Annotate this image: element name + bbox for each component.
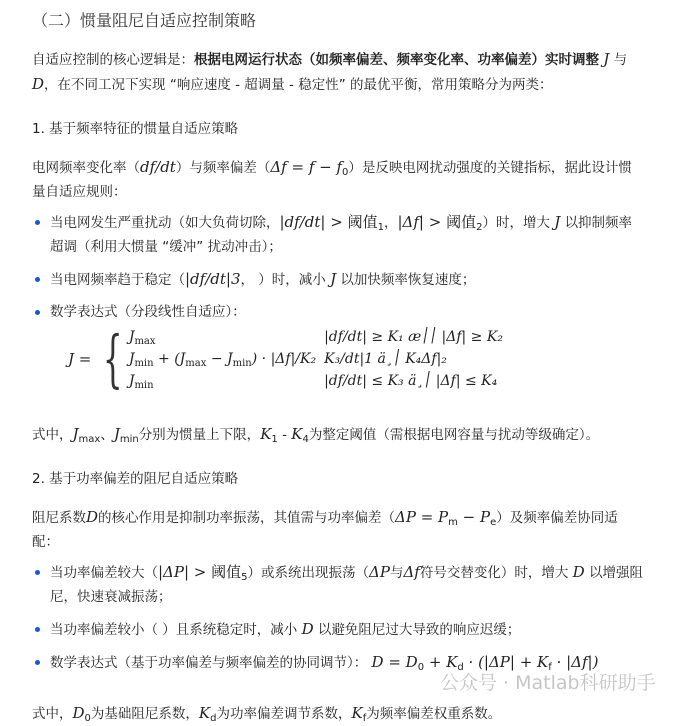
text: 分别为惯量上下限， (138, 427, 261, 443)
text: 式中， (32, 706, 73, 722)
math: J (128, 373, 135, 389)
math: · |Δf|) (551, 653, 599, 671)
case-row (129, 370, 511, 392)
math: 阈值 (347, 213, 378, 231)
math-sub: min (119, 434, 139, 445)
formula-lhs: J = (68, 350, 92, 368)
bold-text: 根据电网运行状态（如频率偏差、频率变化率、功率偏差）实时调整 (194, 52, 599, 68)
math: + (J (153, 351, 186, 367)
text: 当电网频率趋于稳定（ (50, 272, 185, 288)
list-item (32, 560, 644, 609)
math: df/dt (140, 158, 176, 176)
text: ）及频率偏差协同适配： (32, 510, 618, 550)
text: 当功率偏差较小（ ）且系统稳定时，减小 (50, 622, 298, 638)
text: 以加快频率恢复速度； (340, 272, 476, 288)
math-sub: min (134, 358, 154, 369)
math-sub: 1 (271, 434, 278, 445)
s2-list (32, 560, 644, 675)
math-sub: max (185, 358, 207, 369)
section-title: （二）惯量阻尼自适应控制策略 (32, 11, 257, 30)
text: 与 (389, 565, 404, 581)
text: 与 (613, 52, 628, 68)
subsection-heading-1: 1. 基于频率特征的惯量自适应策略 (32, 121, 239, 137)
math: J (128, 329, 135, 345)
s1-paragraph (32, 155, 644, 204)
math-sub: 0 (342, 167, 349, 178)
text: 电网频率变化率（ (32, 160, 140, 176)
math: ) · |Δf|/K₂ (251, 351, 317, 367)
math: J (113, 425, 120, 443)
math: D (72, 704, 85, 722)
math-sub: 0 (417, 662, 425, 673)
text: 当功率偏差较大（ (50, 565, 158, 581)
math-sub: m (448, 517, 458, 528)
list-item (32, 267, 644, 292)
math: · (|ΔP| + K (463, 653, 549, 671)
math: |ΔP| > (158, 563, 212, 581)
math: 阈值 (211, 563, 242, 581)
piecewise-formula (68, 322, 644, 395)
math: D (32, 75, 45, 93)
text: 数学表达式（基于功率偏差与频率偏差的协同调节）： (50, 655, 368, 671)
text: 、 (100, 427, 114, 443)
text: ，在不同工况下实现 “响应速度 - 超调量 - 稳定性” 的最优平衡，常用策略分为两类： (44, 77, 553, 93)
list-item (32, 617, 644, 642)
condition: |df/dt| ≤ K₃ ä¸׀ |Δf| ≤ K₄ (324, 373, 498, 389)
math: Δf = f − f (270, 158, 343, 176)
case-row (129, 348, 511, 370)
list-item (32, 210, 644, 259)
math: K (198, 704, 211, 722)
math: D (86, 508, 99, 526)
list-item (32, 300, 644, 395)
text: ， ）时，减小 (240, 272, 326, 288)
math-sub: min (134, 380, 154, 391)
math: − J (206, 351, 233, 367)
math-sub: f (362, 713, 367, 724)
text: 符号交替变化）时，增大 (419, 565, 569, 581)
math-sub: e (490, 517, 497, 528)
math: − P (457, 508, 491, 526)
text: ）是反映电网扰动强度的关键指标，据此设计惯量自适应规则： (32, 160, 632, 200)
math-sub: min (232, 358, 252, 369)
math: ΔP (369, 563, 390, 581)
math: |Δf| > (397, 213, 447, 231)
s2-note (32, 701, 644, 726)
math: D (572, 563, 585, 581)
math-sub: d (210, 713, 217, 724)
math: J (554, 213, 561, 231)
text: ）或系统出现振荡（ (247, 565, 370, 581)
text: 阻尼系数 (32, 510, 86, 526)
math-sub: 4 (302, 434, 309, 445)
text: 以增强阻尼，快速衰减振荡； (50, 565, 643, 605)
text: 为频率偏差权重系数。 (366, 706, 502, 722)
math: Δf (403, 563, 420, 581)
text: 为基础阻尼系数， (90, 706, 199, 722)
intro-paragraph (32, 47, 644, 97)
text: 当电网发生严重扰动（如大负荷切除， (50, 215, 280, 231)
math: K (351, 704, 363, 722)
text: 以抑制频率超调（利用大惯量 “缓冲” 扰动冲击）； (50, 215, 633, 255)
math: J (128, 351, 135, 367)
text: ， (383, 215, 398, 231)
text: 的核心作用是抑制功率振荡，其值需与功率偏差（ (98, 510, 396, 526)
formula-cases (129, 326, 511, 392)
math: K (260, 425, 272, 443)
text: 为功率偏差调节系数， (216, 706, 352, 722)
math-sub: 5 (241, 572, 248, 583)
math: + K (424, 653, 458, 671)
article (32, 0, 644, 726)
s1-note (32, 422, 644, 447)
text: ）与频率偏差（ (175, 160, 271, 176)
text: 以避免阻尼过大导致的响应迟缓； (317, 622, 521, 638)
math: |df/dt| > (279, 213, 348, 231)
math: D = D (371, 653, 418, 671)
math-sub: 1 (377, 222, 384, 233)
math: J (603, 50, 610, 68)
math-sub: max (78, 434, 101, 445)
math-sub: 2 (476, 222, 483, 233)
math-sub: f (548, 662, 552, 673)
condition: |df/dt| ≥ K₁ æ׀׀ |Δf| ≥ K₂ (324, 329, 503, 345)
math-sub: 0 (84, 713, 91, 724)
watermark: 公众号 · Matlab科研助手 (440, 672, 656, 694)
math-sub: max (134, 336, 156, 347)
subsection-heading-2: 2. 基于功率偏差的阻尼自适应策略 (32, 471, 239, 487)
condition: K₃/dt|1 ä¸׀ K₄Δf|₂ (324, 351, 447, 367)
math: K (291, 425, 303, 443)
text: - (277, 427, 292, 443)
s2-paragraph (32, 505, 644, 554)
math: J (72, 425, 79, 443)
text: 为整定阈值（需根据电网容量与扰动等级确定）。 (308, 427, 600, 443)
brace: { (103, 322, 123, 395)
math: |df/dt|3 (185, 270, 241, 288)
math: 阈值 (446, 213, 477, 231)
text: 自适应控制的核心逻辑是： (32, 52, 194, 68)
math: D (301, 620, 314, 638)
math: J (330, 270, 337, 288)
text: 数学表达式（分段线性自适应）： (50, 304, 246, 320)
math-sub: d (457, 662, 464, 673)
text: 式中， (32, 427, 73, 443)
s1-list (32, 210, 644, 395)
text: ）时，增大 (482, 215, 550, 231)
math: ΔP = P (395, 508, 449, 526)
case-row (129, 326, 511, 348)
